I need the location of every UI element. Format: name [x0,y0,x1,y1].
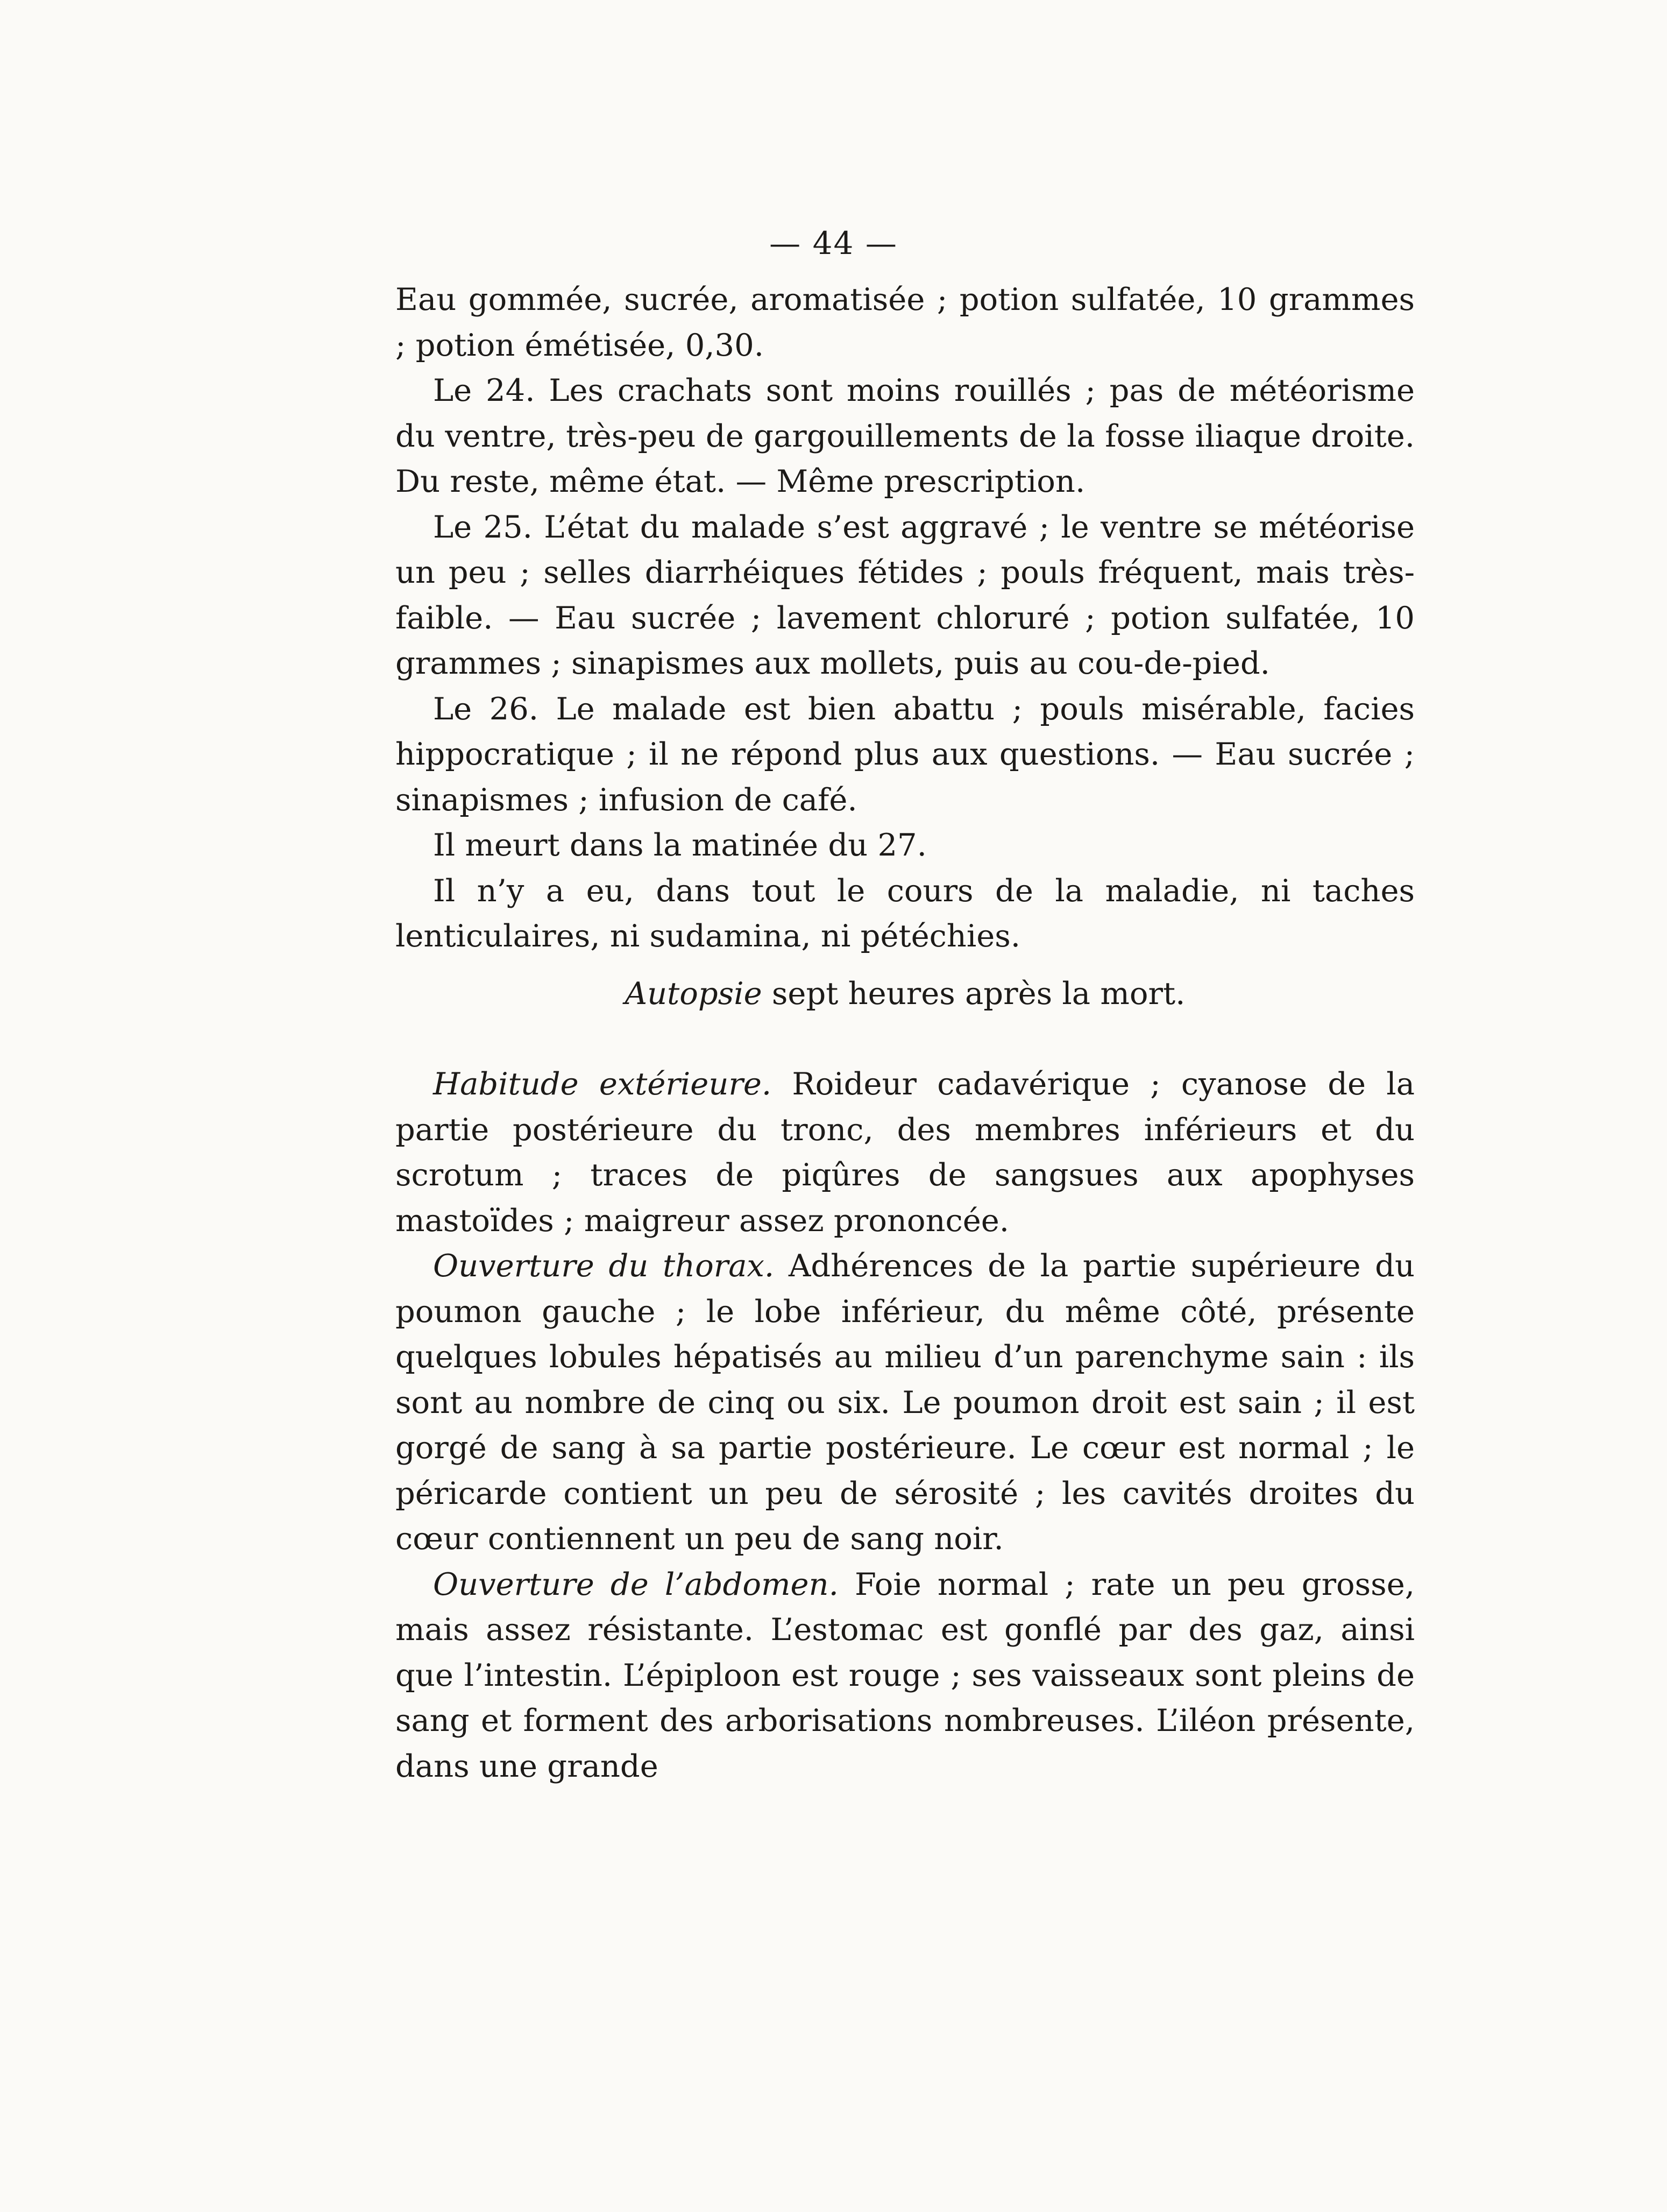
paragraph-text: Foie normal ; rate un peu grosse, mais assez résistante. L’estomac est gonflé par des gaz, ainsi que l’intestin. L’épiploon est rouge ; ses vaisseaux sont pleins de sang et forment des arborisations nombreuses. L’iléon présente, dans une grande [395,1566,1415,1784]
body-text [395,277,1415,1789]
paragraph-day-25: Le 25. L’état du malade s’est aggravé ; le ventre se météorise un peu ; selles diarrhéiques fétides ; pouls fréquent, mais très-faible. — Eau sucrée ; lavement chloruré ; potion sulfatée, 10 grammes ; sinapismes aux mollets, puis au cou-de-pied. [395,508,1415,681]
paragraph-ouverture-thorax [395,1243,1415,1562]
heading-italic: Autopsie [625,975,762,1012]
paragraph-day-26: Le 26. Le malade est bien abattu ; pouls misérable, facies hippocratique ; il ne répond plus aux questions. — Eau sucrée ; sinapismes ; infusion de café. [395,690,1415,818]
paragraph-label: Ouverture de l’abdomen. [433,1566,839,1602]
paragraph-text: Roideur cadavérique ; cyanose de la partie postérieure du tronc, des membres inférieurs et du scrotum ; traces de piqûres de sangsues aux apophyses mastoïdes ; maigreur assez prononcée. [395,1066,1415,1239]
paragraph-label: Habitude extérieure. [433,1066,772,1102]
paragraph-death: Il meurt dans la matinée du 27. [433,827,927,863]
paragraph-label: Ouverture du thorax. [433,1248,775,1284]
paragraph-habitude-exterieure [395,1062,1415,1243]
section-heading-autopsie [395,959,1415,1017]
paragraph-summary: Il n’y a eu, dans tout le cours de la maladie, ni taches lenticulaires, ni sudamina, ni pétéchies. [395,872,1415,954]
page-number: — 44 — [769,225,898,262]
paragraph-ouverture-abdomen [395,1562,1415,1790]
paragraph-text: Adhérences de la partie supérieure du poumon gauche ; le lobe inférieur, du même côté, présente quelques lobules hépatisés au milieu d’un parenchyme sain : ils sont au nombre de cinq ou six. Le poumon droit est sain ; il est gorgé de sang à sa partie postérieure. Le cœur est normal ; le péricarde contient un peu de sérosité ; les cavités droites du cœur contiennent un peu de sang noir. [395,1248,1415,1557]
paragraph-prescription: Eau gommée, sucrée, aromatisée ; potion sulfatée, 10 grammes ; potion émétisée, 0,30. [395,281,1415,363]
paragraph-day-24: Le 24. Les crachats sont moins rouillés ; pas de météorisme du ventre, très-peu de gargouillements de la fosse iliaque droite. Du reste, même état. — Même prescription. [395,372,1415,499]
heading-rest: sept heures après la mort. [762,975,1186,1012]
